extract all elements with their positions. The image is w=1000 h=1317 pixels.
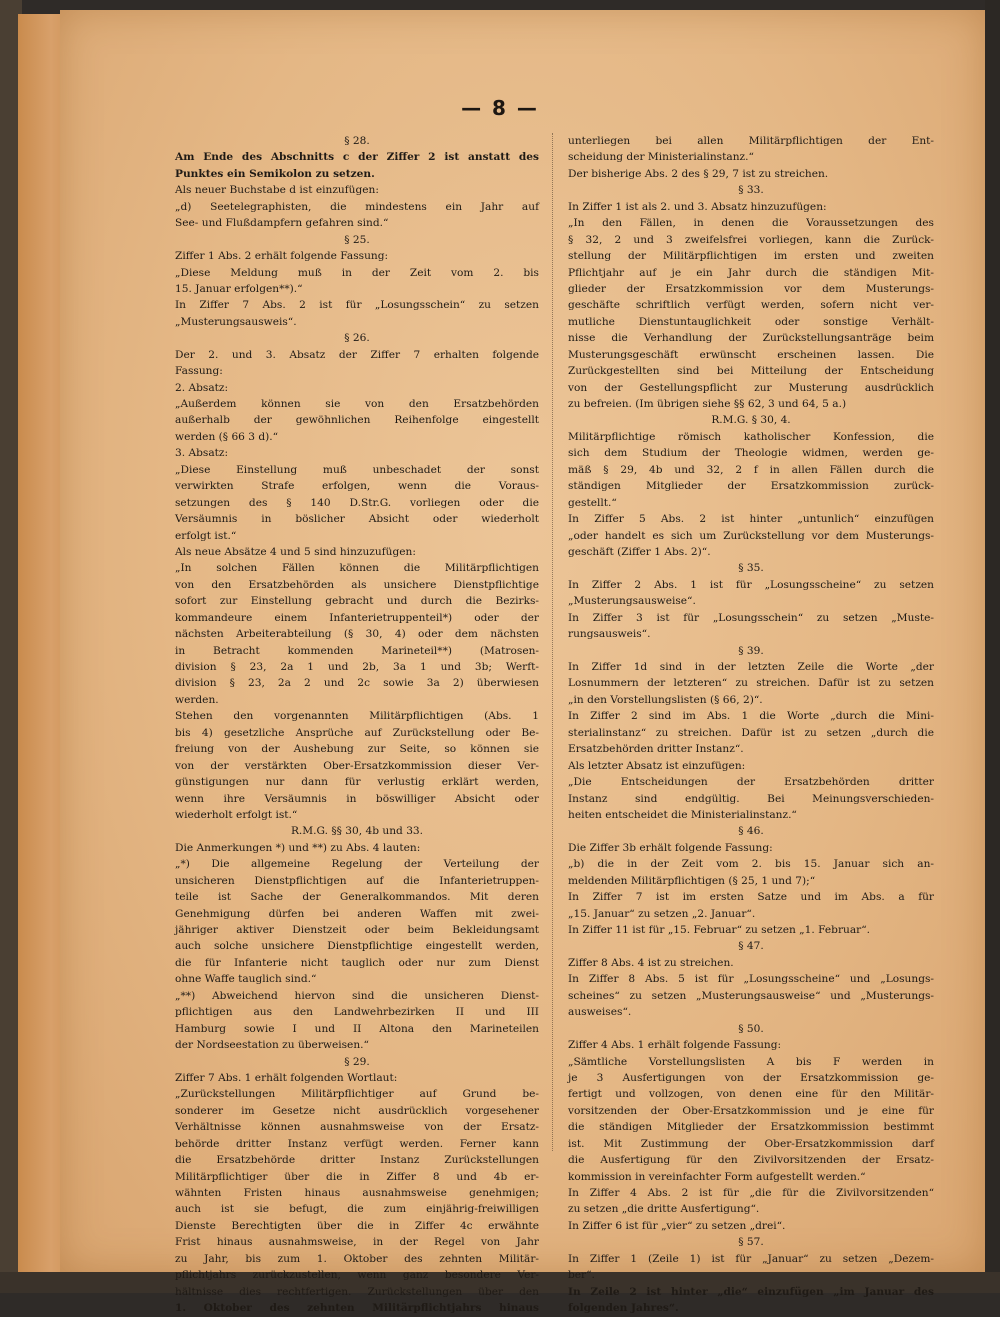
text-line: die Ausfertigung für den Zivilvorsitzenden der Ersatz- xyxy=(568,1154,934,1167)
text-line: unsicheren Dienstpflichtigen auf die Infanterietruppen- xyxy=(175,874,539,887)
text-line: Musterungsgeschäft erwünscht erscheinen lassen. Die xyxy=(568,348,934,361)
text-line: Zurückgestellten sind bei Mitteilung der Entscheidung xyxy=(568,365,934,378)
text-line: „in den Vorstellungslisten (§ 66, 2)“. xyxy=(568,693,763,706)
text-line: pflichtjahrs zurückzustellen, wenn ganz besondere Ver- xyxy=(175,1269,539,1282)
text-line: von der verstärkten Ober-Ersatzkommission dieser Ver- xyxy=(175,759,539,772)
text-line: sterialinstanz“ zu streichen. Dafür ist zu setzen „durch die xyxy=(568,726,934,739)
text-line: unterliegen bei allen Militärpflichtigen der Ent- xyxy=(568,135,934,147)
section-heading: § 28. xyxy=(344,135,370,147)
text-line: ist. Mit Zustimmung der Ober-Ersatzkommission darf xyxy=(568,1137,934,1150)
text-line: In Ziffer 7 Abs. 2 ist für „Losungsschein“ zu setzen xyxy=(175,299,539,312)
text-line: Ziffer 8 Abs. 4 ist zu streichen. xyxy=(568,956,734,969)
text-line: In Ziffer 11 ist für „15. Februar“ zu setzen „1. Februar“. xyxy=(568,924,871,936)
text-line: In Ziffer 5 Abs. 2 ist hinter „untunlich“ einzufügen xyxy=(568,513,934,526)
section-heading: § 25. xyxy=(344,233,370,246)
text-line: Die Anmerkungen *) und **) zu Abs. 4 lauten: xyxy=(175,841,421,854)
section-heading: § 50. xyxy=(738,1022,764,1035)
text-line: fertigt und vollzogen, von denen eine für den Militär- xyxy=(568,1088,934,1101)
section-heading: R.M.G. §§ 30, 4b und 33. xyxy=(290,825,424,838)
text-line: jähriger aktiver Dienstzeit oder beim Bekleidungsamt xyxy=(175,924,539,936)
text-line: division § 23, 2a 1 und 2b, 3a 1 und 3b; Werft- xyxy=(175,661,539,673)
text-line: Am Ende des Abschnitts c der Ziffer 2 ist anstatt des xyxy=(175,151,539,164)
text-line: der Nordseestation zu überweisen.“ xyxy=(175,1039,369,1052)
text-line: In Ziffer 1 ist als 2. und 3. Absatz hinzuzufügen: xyxy=(568,200,827,213)
text-line: verwirkten Strafe erfolgen, wenn die Voraus- xyxy=(175,480,539,493)
text-line: pflichtigen aus den Landwehrbezirken II und III xyxy=(175,1006,539,1019)
text-line: sofort zur Einstellung gebracht und durch die Bezirks- xyxy=(175,595,539,608)
text-line: In Zeile 2 ist hinter „die“ einzufügen „im Januar des xyxy=(568,1285,934,1298)
text-line: rungsausweis“. xyxy=(568,628,651,641)
text-line: Der 2. und 3. Absatz der Ziffer 7 erhalten folgende xyxy=(175,348,539,361)
scan-border-right xyxy=(985,0,1000,1293)
text-line: von der Gestellungspflicht zur Musterung ausdrücklich xyxy=(568,381,934,394)
text-line: In Ziffer 7 ist im ersten Satze und im Abs. a für xyxy=(568,891,934,904)
text-line: auch ist sie befugt, die zum einjährig-freiwilligen xyxy=(175,1203,539,1216)
right-text-column xyxy=(568,133,934,1317)
text-line: erfolgt ist.“ xyxy=(175,529,237,542)
text-line: Als neue Absätze 4 und 5 sind hinzuzufügen: xyxy=(175,545,416,558)
text-line: „In den Fällen, in denen die Voraussetzungen des xyxy=(568,217,934,230)
text-line: 15. Januar erfolgen**).“ xyxy=(175,282,303,295)
text-line: Militärpflichtige römisch katholischer Konfession, die xyxy=(568,430,934,443)
text-line: hältnisse dies rechtfertigen. Zurückstellungen über den xyxy=(175,1285,539,1298)
section-heading: § 35. xyxy=(738,562,764,575)
text-line: geschäft (Ziffer 1 Abs. 2)“. xyxy=(568,545,711,558)
section-heading: § 47. xyxy=(738,940,764,953)
text-line: bis 4) gesetzliche Ansprüche auf Zurückstellung oder Be- xyxy=(175,726,539,739)
section-heading: R.M.G. § 30, 4. xyxy=(711,414,791,427)
text-line: heiten entscheidet die Ministerialinstanz.“ xyxy=(568,808,797,821)
text-line: je 3 Ausfertigungen von der Ersatzkommission ge- xyxy=(568,1071,934,1084)
text-line: Militärpflichtiger über die in Ziffer 8 und 4b er- xyxy=(175,1170,539,1183)
text-line: Punktes ein Semikolon zu setzen. xyxy=(175,167,375,180)
text-line: Als neuer Buchstabe d ist einzufügen: xyxy=(175,184,379,197)
text-line: Ziffer 4 Abs. 1 erhält folgende Fassung: xyxy=(568,1039,782,1052)
text-line: setzungen des § 140 D.Str.G. vorliegen oder die xyxy=(175,496,539,509)
left-text-column xyxy=(175,133,539,1317)
text-line: die Ersatzbehörde dritter Instanz Zurückstellungen xyxy=(175,1154,539,1167)
text-line: Verhältnisse können ausnahmsweise von der Ersatz- xyxy=(175,1121,539,1134)
text-line: § 32, 2 und 3 zweifelsfrei vorliegen, kann die Zurück- xyxy=(568,233,934,246)
section-heading: § 57. xyxy=(738,1236,764,1249)
text-line: Ersatzbehörden dritter Instanz“. xyxy=(568,743,744,756)
text-line: teile ist Sache der Generalkommandos. Mit deren xyxy=(175,891,539,904)
text-line: meldenden Militärpflichtigen (§ 25, 1 und 7);“ xyxy=(568,874,816,887)
text-line: werden. xyxy=(175,693,219,706)
text-line: In Ziffer 1d sind in der letzten Zeile die Worte „der xyxy=(568,661,934,673)
text-line: werden (§ 66 3 d).“ xyxy=(175,430,279,443)
text-line: „Musterungsausweise“. xyxy=(568,595,696,608)
text-line: mutliche Dienstuntauglichkeit oder sonstige Verhält- xyxy=(568,315,934,328)
text-line: „b) die in der Zeit vom 2. bis 15. Januar sich an- xyxy=(568,858,934,871)
column-divider xyxy=(552,133,553,1151)
text-line: „Außerdem können sie von den Ersatzbehörden xyxy=(175,398,539,410)
text-line: „d) Seetelegraphisten, die mindestens ein Jahr auf xyxy=(175,200,539,213)
text-line: glieder der Ersatzkommission vor dem Musterungs- xyxy=(568,282,934,295)
text-line: zu setzen „die dritte Ausfertigung“. xyxy=(568,1203,760,1216)
text-line: „Die Entscheidungen der Ersatzbehörden dritter xyxy=(568,776,934,789)
text-line: geschäfte schriftlich verfügt werden, sofern nicht ver- xyxy=(568,299,934,312)
text-line: In Ziffer 4 Abs. 2 ist für „die für die Zivilvorsitzenden“ xyxy=(568,1187,934,1199)
text-line: kommission in vereinfachter Form aufgestellt werden.“ xyxy=(568,1170,866,1183)
text-line: Die Ziffer 3b erhält folgende Fassung: xyxy=(568,841,773,854)
text-line: „Musterungsausweis“. xyxy=(175,315,297,328)
text-line: scheidung der Ministerialinstanz.“ xyxy=(568,151,754,164)
text-line: „Diese Einstellung muß unbeschadet der sonst xyxy=(175,463,539,476)
section-heading: § 46. xyxy=(738,825,764,838)
text-line: In Ziffer 1 (Zeile 1) ist für „Januar“ zu setzen „Dezem- xyxy=(568,1252,934,1265)
text-line: „oder handelt es sich um Zurückstellung vor dem Musterungs- xyxy=(568,529,934,542)
text-line: In Ziffer 2 Abs. 1 ist für „Losungsscheine“ zu setzen xyxy=(568,578,934,591)
text-line: 3. Absatz: xyxy=(175,447,229,460)
text-line: mäß § 29, 4b und 32, 2 f in allen Fällen durch die xyxy=(568,463,934,476)
text-line: Fassung: xyxy=(175,365,223,378)
text-line: sich dem Studium der Theologie widmen, werden ge- xyxy=(568,447,934,460)
text-line: Instanz sind endgültig. Bei Meinungsverschieden- xyxy=(568,792,934,805)
text-line: wähnten Fristen hinaus ausnahmsweise genehmigen; xyxy=(175,1187,539,1199)
text-line: „Sämtliche Vorstellungslisten A bis F werden in xyxy=(568,1055,934,1068)
text-line: In Ziffer 2 sind im Abs. 1 die Worte „durch die Mini- xyxy=(568,710,934,723)
section-heading: § 33. xyxy=(738,184,764,197)
text-line: Genehmigung dürfen bei anderen Waffen mit zwei- xyxy=(175,907,539,920)
text-line: kommandeure einem Infanterietruppenteil*) oder der xyxy=(175,611,539,624)
text-line: ber“. xyxy=(568,1269,595,1282)
text-line: „Diese Meldung muß in der Zeit vom 2. bis xyxy=(175,266,539,279)
text-line: Als letzter Absatz ist einzufügen: xyxy=(568,759,746,772)
text-line: division § 23, 2a 2 und 2c sowie 3a 2) überwiesen xyxy=(175,677,539,690)
text-line: Hamburg sowie I und II Altona den Marineteilen xyxy=(175,1022,539,1035)
text-line: zu befreien. (Im übrigen siehe §§ 62, 3 und 64, 5 a.) xyxy=(568,398,847,410)
text-line: „In solchen Fällen können die Militärpflichtigen xyxy=(175,562,539,575)
text-line: stellung der Militärpflichtigen im ersten und zweiten xyxy=(568,250,934,263)
text-line: scheines“ zu setzen „Musterungsausweise“ und „Musterungs- xyxy=(568,989,934,1002)
text-line: 2. Absatz: xyxy=(175,381,229,394)
text-line: folgenden Jahres“. xyxy=(568,1302,679,1315)
text-line: ausweises“. xyxy=(568,1006,632,1019)
text-line: ohne Waffe tauglich sind.“ xyxy=(175,973,317,986)
page-number: — 8 — xyxy=(461,96,539,120)
text-line: günstigungen nur dann für verlustig erklärt werden, xyxy=(175,776,539,789)
text-line: Dienste Berechtigten über die in Ziffer 4c erwähnte xyxy=(175,1219,539,1232)
text-line: in Betracht kommenden Marineteil**) (Matrosen- xyxy=(175,644,539,657)
text-line: „Zurückstellungen Militärpflichtiger auf Grund be- xyxy=(175,1088,539,1101)
text-line: zu Jahr, bis zum 1. Oktober des zehnten Militär- xyxy=(175,1252,539,1265)
text-line: vorsitzenden der Ober-Ersatzkommission und je eine für xyxy=(568,1104,934,1117)
section-heading: § 29. xyxy=(344,1055,370,1068)
section-heading: § 26. xyxy=(344,332,370,345)
text-line: „15. Januar“ zu setzen „2. Januar“. xyxy=(568,907,756,920)
text-line: Losnummern der letzteren“ zu streichen. Dafür ist zu setzen xyxy=(568,677,934,690)
text-line: sonderer im Gesetze nicht ausdrücklich vorgesehener xyxy=(175,1104,539,1117)
text-line: nächsten Arbeiterabteilung (§ 30, 4) oder dem nächsten xyxy=(175,628,539,641)
text-line: ständigen Mitglieder der Ersatzkommission zurück- xyxy=(568,480,934,493)
text-line: Ziffer 1 Abs. 2 erhält folgende Fassung: xyxy=(175,250,389,263)
text-line: „**) Abweichend hiervon sind die unsicheren Dienst- xyxy=(175,989,539,1002)
text-line: nisse die Verhandlung der Zurückstellungsanträge beim xyxy=(568,332,934,345)
text-line: behörde dritter Instanz verfügt werden. Ferner kann xyxy=(175,1137,539,1150)
text-line: Versäumnis in böslicher Absicht oder wiederholt xyxy=(175,513,539,526)
text-line: auch solche unsichere Dienstpflichtige eingestellt werden, xyxy=(175,940,539,953)
text-line: In Ziffer 8 Abs. 5 ist für „Losungsscheine“ und „Losungs- xyxy=(568,973,934,986)
text-line: Ziffer 7 Abs. 1 erhält folgenden Wortlaut: xyxy=(175,1071,398,1084)
text-line: die ständigen Mitglieder der Ersatzkommission bestimmt xyxy=(568,1121,934,1134)
text-line: freiung von der Aushebung zur Seite, so können sie xyxy=(175,743,539,756)
text-line: Frist hinaus ausnahmsweise, in der Regel von Jahr xyxy=(175,1236,539,1249)
text-line: In Ziffer 3 ist für „Losungsschein“ zu setzen „Muste- xyxy=(568,611,934,624)
text-line: Stehen den vorgenannten Militärpflichtigen (Abs. 1 xyxy=(175,710,539,723)
text-line: See- und Flußdampfern gefahren sind.“ xyxy=(175,217,389,230)
text-line: „*) Die allgemeine Regelung der Verteilung der xyxy=(175,858,539,871)
text-line: wenn ihre Versäumnis in böswilliger Absicht oder xyxy=(175,792,539,805)
text-line: In Ziffer 6 ist für „vier“ zu setzen „drei“. xyxy=(568,1219,786,1232)
text-line: Der bisherige Abs. 2 des § 29, 7 ist zu streichen. xyxy=(568,167,829,180)
text-line: gestellt.“ xyxy=(568,496,617,509)
section-heading: § 39. xyxy=(738,644,764,657)
text-line: außerhalb der gewöhnlichen Reihenfolge eingestellt xyxy=(175,414,539,427)
text-line: Pflichtjahr auf je ein Jahr durch die ständigen Mit- xyxy=(568,266,934,279)
text-line: von den Ersatzbehörden als unsichere Dienstpflichtige xyxy=(175,578,539,591)
text-line: wiederholt erfolgt ist.“ xyxy=(175,808,298,821)
text-line: 1. Oktober des zehnten Militärpflichtjahrs hinaus xyxy=(175,1302,539,1315)
text-line: die für Infanterie nicht tauglich oder nur zum Dienst xyxy=(175,956,539,969)
